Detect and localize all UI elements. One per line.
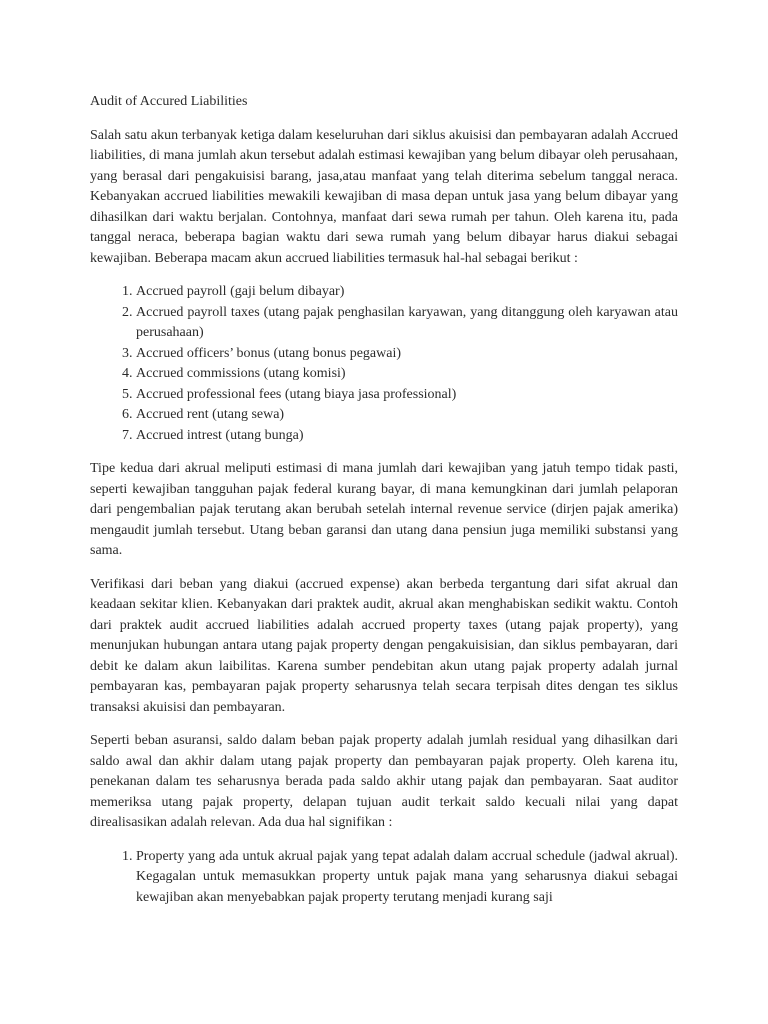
accrued-liabilities-list [90, 282, 678, 446]
list-item: 4. Accrued commissions (utang komisi) [136, 364, 678, 385]
paragraph-intro: Salah satu akun terbanyak ketiga dalam keseluruhan dari siklus akuisisi dan pembayaran adalah Accrued liabilities, di mana jumlah akun tersebut adalah estimasi kewajiban yang belum dibayar oleh perusahaan, yang berasal dari pengakuisisi barang, jasa,atau manfaat yang telah diterima sebelum tanggal neraca. Kebanyakan accrued liabilities mewakili kewajiban di masa depan untuk jasa yang belum dibayar yang dihasilkan dari waktu berjalan. Contohnya, manfaat dari sewa rumah per tahun. Oleh karena itu, pada tanggal neraca, beberapa bagian waktu dari sewa rumah yang belum dibayar harus diakui sebagai kewajiban. Beberapa macam akun accrued liabilities termasuk hal-hal sebagai berikut : [90, 127, 678, 266]
document-title: Audit of Accured Liabilities [90, 94, 248, 109]
list-item: 1. Property yang ada untuk akrual pajak yang tepat adalah dalam accrual schedule (jadwal akrual). Kegagalan untuk memasukkan property untuk pajak mana yang seharusnya diakui sebagai kewajiban akan menyebabkan pajak property terutang menjadi kurang saji [136, 847, 678, 909]
paragraph-insurance: Seperti beban asuransi, saldo dalam beban pajak property adalah jumlah residual yang dihasilkan dari saldo awal dan akhir dalam utang pajak property dan pembayaran pajak property. Oleh karena itu, penekanan dalam tes seharusnya berada pada saldo akhir utang pajak dan pembayaran. Saat auditor memeriksa utang pajak property, delapan tujuan audit terkait saldo kecuali nilai yang dapat direalisasikan adalah relevan. Ada dua hal signifikan : [90, 733, 678, 830]
list-item: 3. Accrued officers’ bonus (utang bonus pegawai) [136, 344, 678, 365]
paragraph-verification: Verifikasi dari beban yang diakui (accrued expense) akan berbeda tergantung dari sifat akrual dan keadaan sekitar klien. Kebanyakan dari praktek audit, akrual akan menghabiskan sedikit waktu. Contoh dari praktek audit accrued liabilities adalah accrued property taxes (utang pajak property), yang menunjukan hubungan antara utang pajak property dengan pengakuisisian, dan siklus pembayaran, dari debit ke dalam akun laibilitas. Karena sumber pendebitan akun utang pajak property adalah jurnal pembayaran kas, pembayaran pajak property seharusnya telah secara terpisah dites dengan tes siklus transaksi akuisisi dan pembayaran. [90, 576, 678, 715]
list-item: 5. Accrued professional fees (utang biaya jasa professional) [136, 385, 678, 406]
list-item: 7. Accrued intrest (utang bunga) [136, 426, 678, 447]
list-item: 1. Accrued payroll (gaji belum dibayar) [136, 282, 678, 303]
list-item: 6. Accrued rent (utang sewa) [136, 405, 678, 426]
paragraph-second-type: Tipe kedua dari akrual meliputi estimasi di mana jumlah dari kewajiban yang jatuh tempo tidak pasti, seperti kewajiban tangguhan pajak federal kurang bayar, di mana kemungkinan dari jumlah pelaporan dari pengembalian pajak terutang akan berubah setelah internal revenue service (dirjen pajak amerika) mengaudit jumlah tersebut. Utang beban garansi dan utang dana pensiun juga memiliki substansi yang sama. [90, 461, 678, 558]
list-item: 2. Accrued payroll taxes (utang pajak penghasilan karyawan, yang ditanggung oleh karyawan atau perusahaan) [136, 303, 678, 344]
significant-items-list [90, 847, 678, 909]
document-page [90, 92, 678, 921]
